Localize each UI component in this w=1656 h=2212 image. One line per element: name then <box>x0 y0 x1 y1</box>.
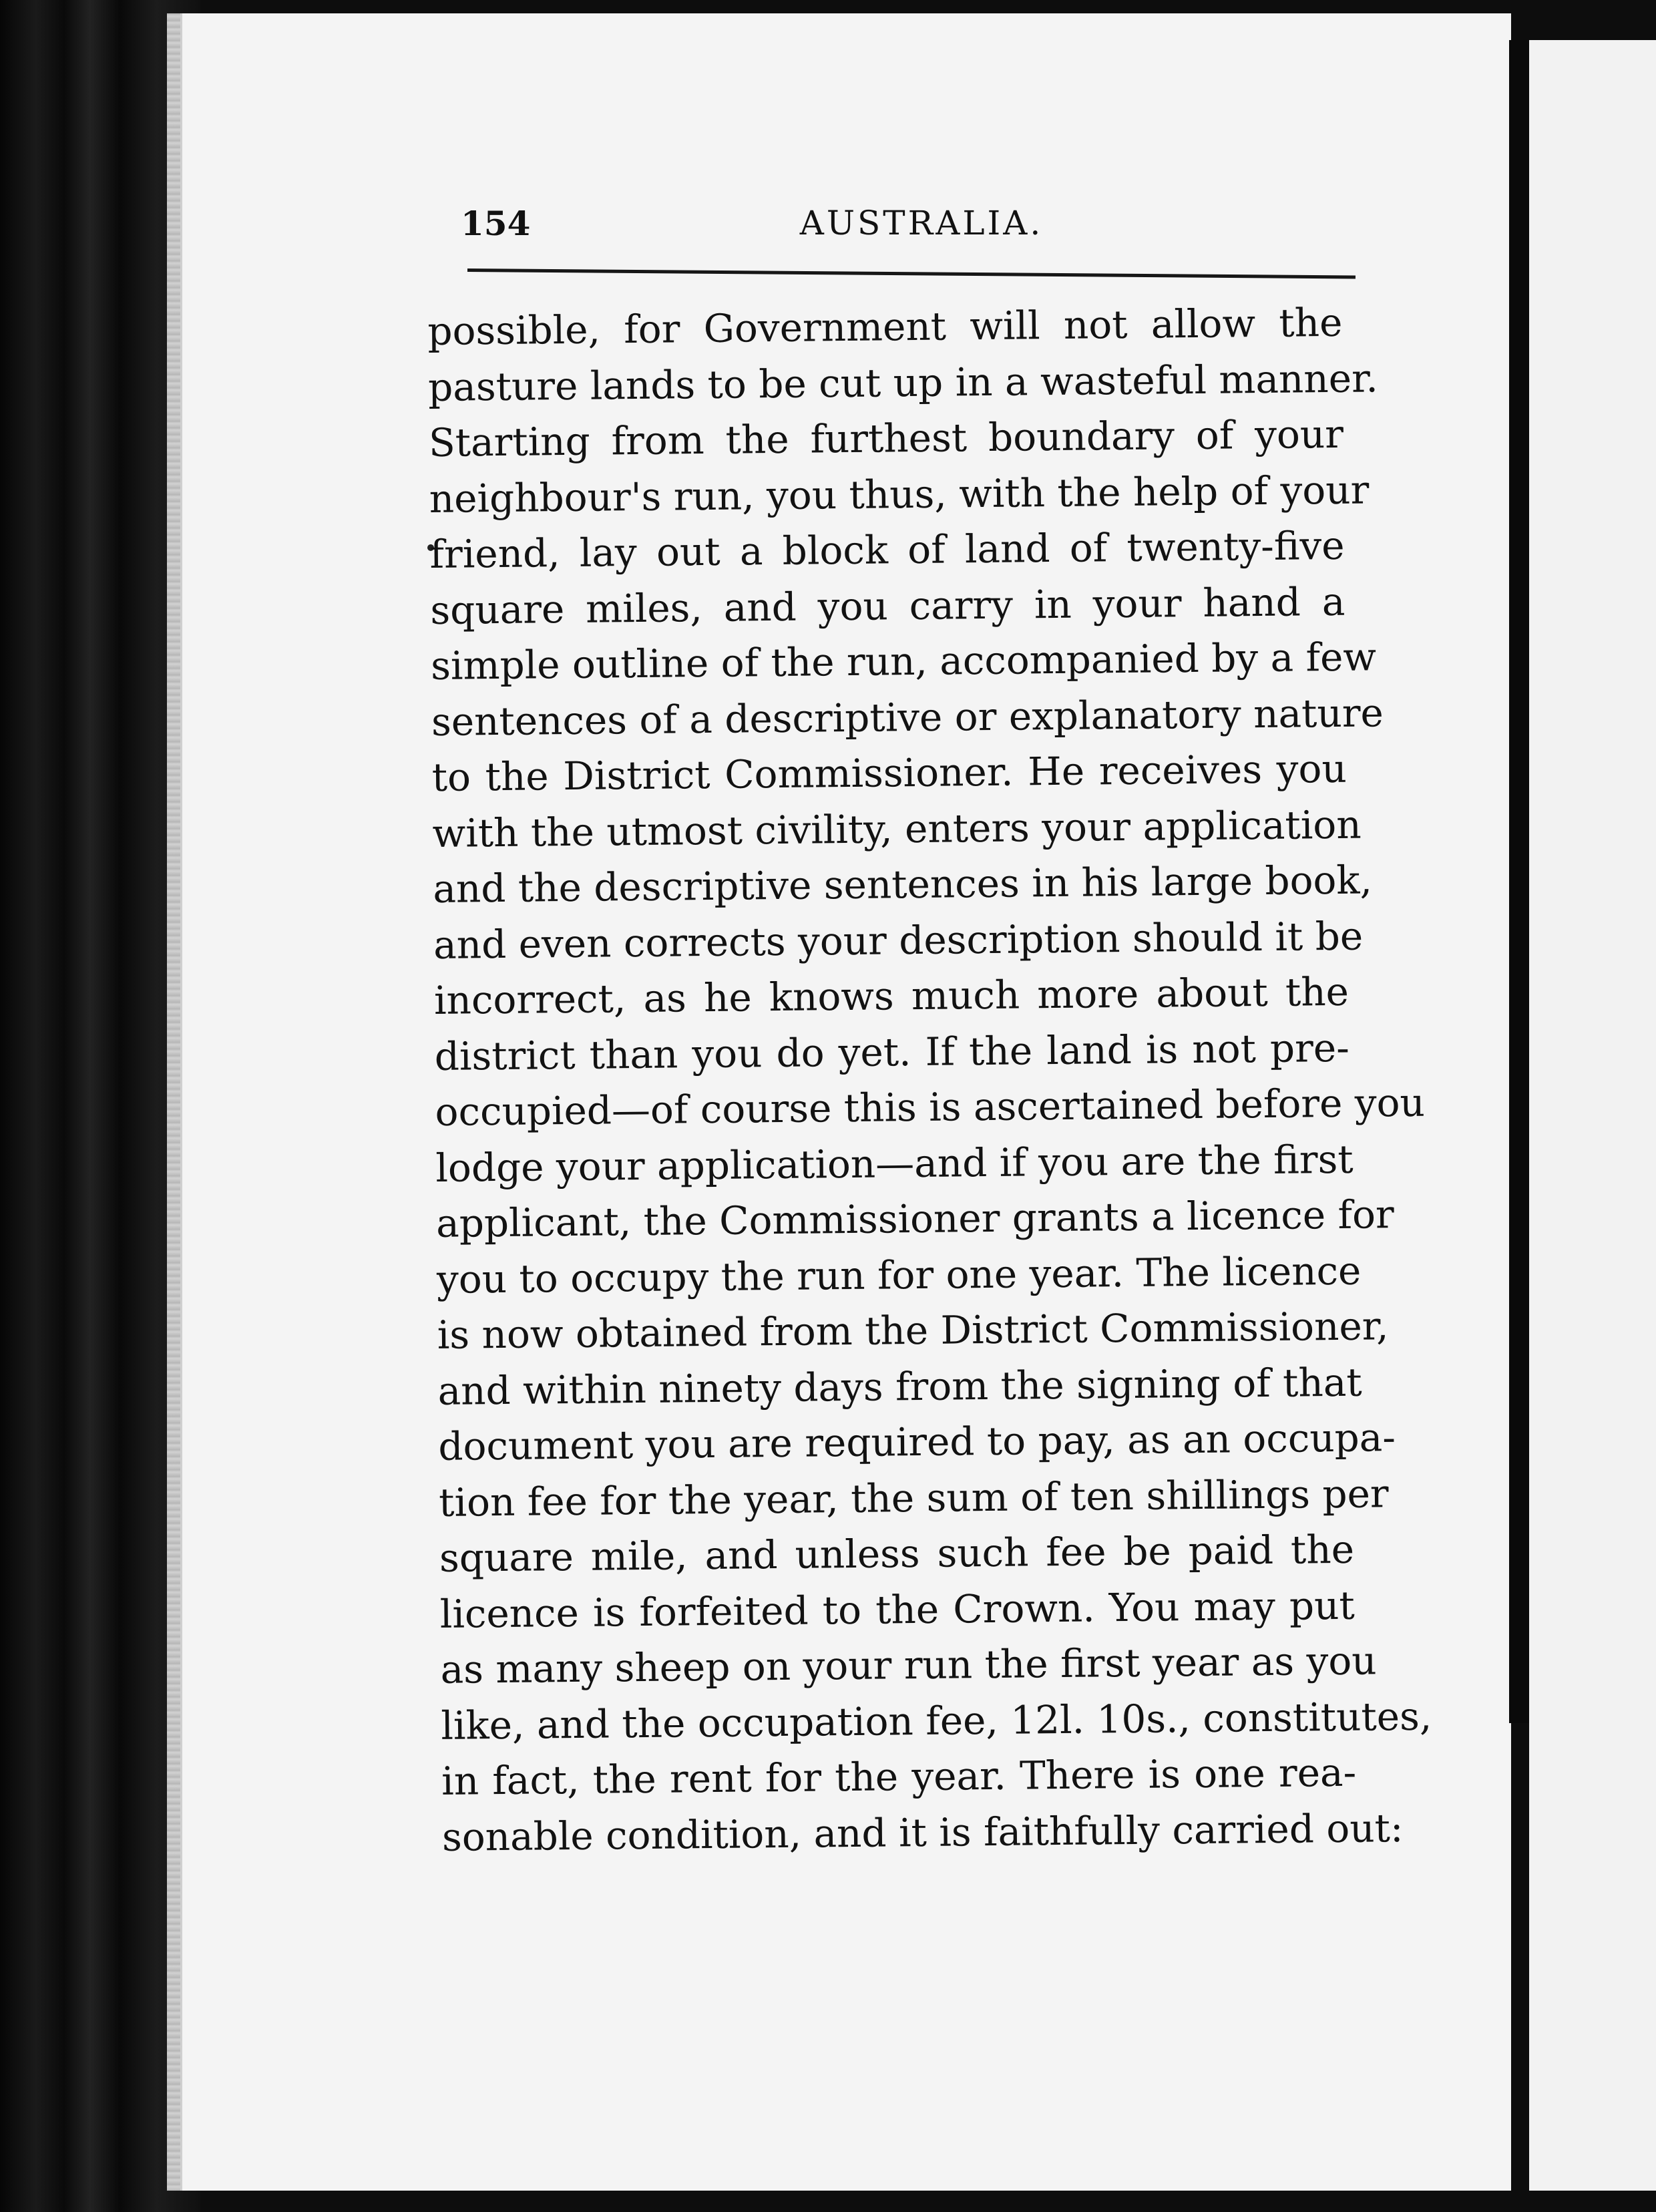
text-line: possible, for Government will not allow the <box>427 299 1343 354</box>
text-line: and the descriptive sentences in his large book, <box>433 857 1373 912</box>
page-gutter <box>1509 40 1529 1723</box>
text-line: sonable condition, and it is faithfully carried out: <box>441 1805 1404 1860</box>
text-line: in fact, the rent for the year. There is one rea- <box>441 1749 1357 1804</box>
page-number: 154 <box>461 204 531 243</box>
text-line: district than you do yet. If the land is not pre- <box>434 1025 1350 1079</box>
text-line: square mile, and unless such fee be paid the <box>439 1526 1355 1581</box>
text-line: you to occupy the run for one year. The licence <box>436 1248 1362 1302</box>
text-line: is now obtained from the District Commissioner, <box>437 1303 1389 1358</box>
text-line: neighbour's run, you thus, with the help of your <box>429 466 1370 522</box>
text-line: like, and the occupation fee, 12l. 10s., constitutes, <box>441 1693 1432 1748</box>
text-line: incorrect, as he knows much more about the <box>433 968 1350 1023</box>
text-line: pasture lands to be cut up in a wasteful manner. <box>427 355 1379 410</box>
text-line: tion fee for the year, the sum of ten shillings per <box>438 1470 1389 1525</box>
text-line: and even corrects your description should it be <box>433 913 1364 968</box>
text-line: as many sheep on your run the first year as you <box>440 1638 1377 1692</box>
text-line: simple outline of the run, accompanied by a few <box>430 634 1377 689</box>
text-line: sentences of a descriptive or explanatory nature <box>431 689 1384 745</box>
page-header <box>280 204 1349 264</box>
text-line: licence is forfeited to the Crown. You may put <box>439 1582 1356 1637</box>
text-line: document you are required to pay, as an occupa- <box>438 1415 1396 1469</box>
body-text <box>427 295 1432 1865</box>
text-line: lodge your application—and if you are the first <box>435 1136 1354 1191</box>
text-line: to the District Commissioner. He receives you <box>431 745 1348 800</box>
text-line: occupied—of course this is ascertained before you <box>435 1079 1426 1135</box>
text-line: square miles, and you carry in your hand a <box>430 578 1346 633</box>
running-title: AUSTRALIA. <box>799 204 1044 242</box>
text-line: friend, lay out a block of land of twenty-five <box>429 522 1345 577</box>
text-line: and within ninety days from the signing of that <box>437 1359 1362 1414</box>
text-line: Starting from the furthest boundary of your <box>428 411 1344 466</box>
facing-page <box>1529 40 1656 2191</box>
text-line: applicant, the Commissioner grants a licence for <box>435 1191 1395 1246</box>
text-line: with the utmost civility, enters your application <box>432 801 1362 856</box>
